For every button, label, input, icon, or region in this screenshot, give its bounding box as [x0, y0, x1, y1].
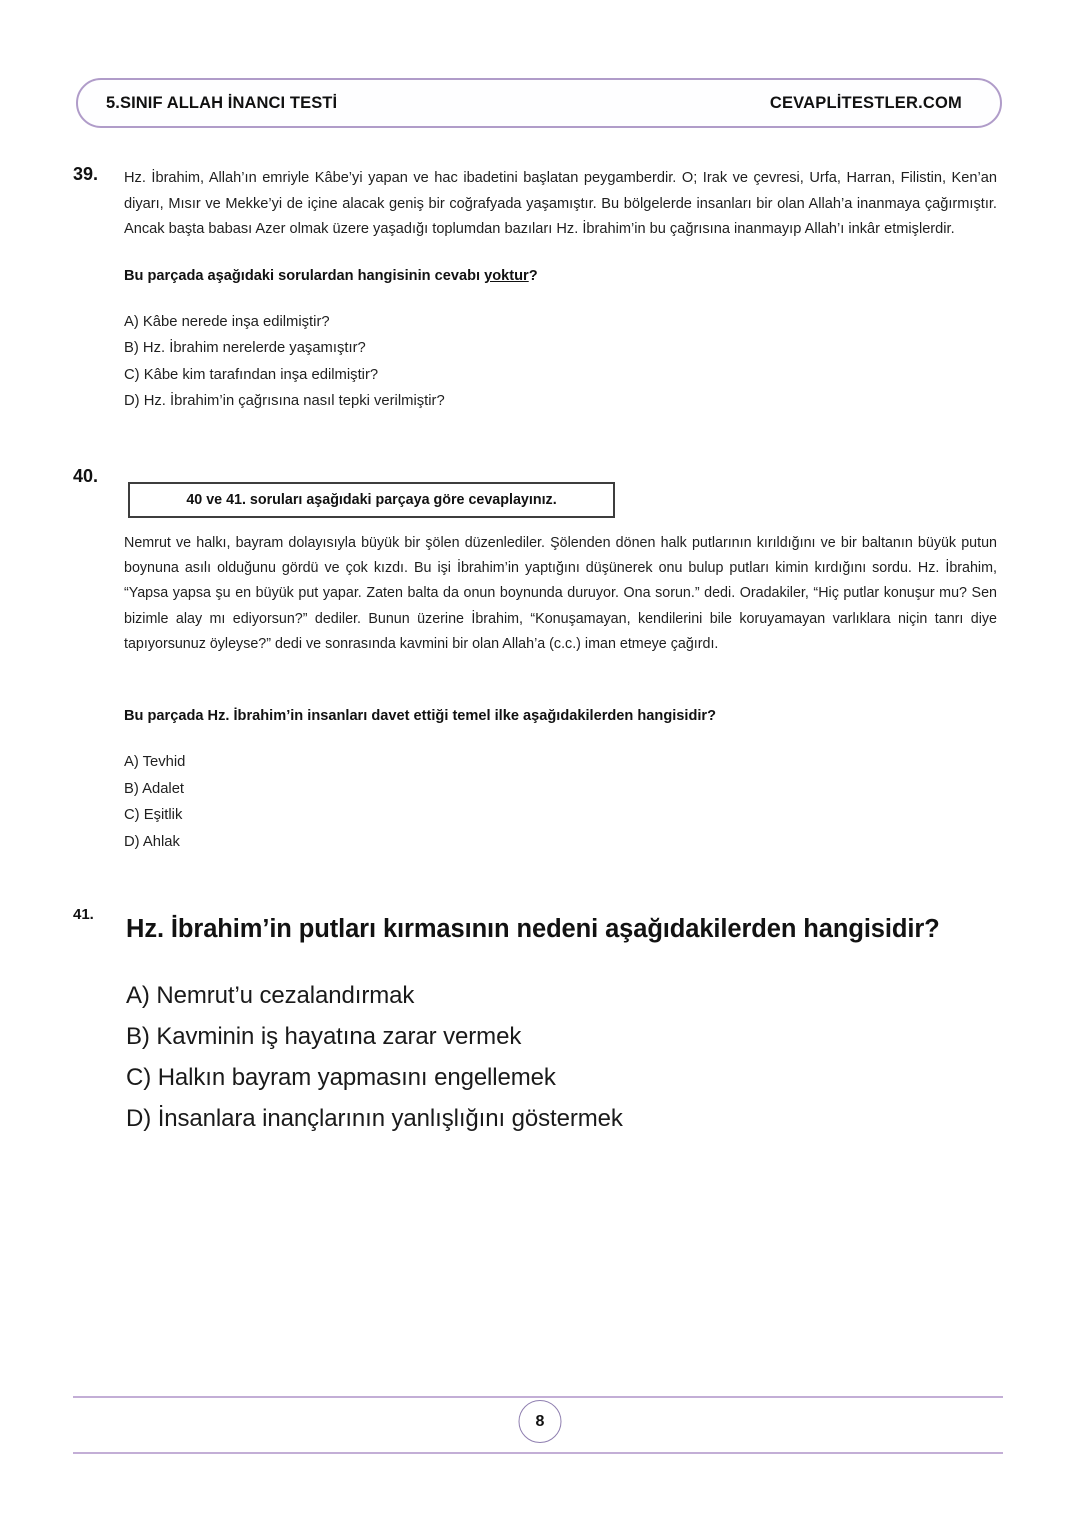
page-number: 8: [535, 1412, 545, 1430]
question-41-options: [126, 975, 623, 1139]
question-39-options: [124, 309, 997, 415]
footer-divider-top: [73, 1396, 1003, 1398]
question-39-stem: [124, 265, 997, 287]
question-40-stem: Bu parçada Hz. İbrahim’in insanları davet ettiği temel ilke aşağıdakilerden hangisidir?: [124, 708, 717, 725]
footer-divider-bottom: [73, 1452, 1003, 1454]
question-40-block: [124, 531, 997, 855]
option-b[interactable]: B) Adalet: [124, 780, 185, 797]
page-number-badge: [519, 1400, 562, 1443]
option-b[interactable]: B) Kavminin iş hayatına zarar vermek: [126, 1023, 522, 1050]
option-c[interactable]: C) Eşitlik: [124, 807, 183, 824]
question-40-passage: Nemrut ve halkı, bayram dolayısıyla büyük bir şölen düzenlediler. Şölenden dönen halk putlarının kırıldığını ve bir baltanın büyük putun boynuna asılı olduğunu gördü ve çok kızdı. Bu işi İbrahim’in yaptığını düşünerek onu bulup putları kimin kırdığını sordu. Hz. İbrahim, “Yapsa yapsa şu en büyük put yapar. Zaten balta da onun boynunda duruyor. Ona sorun.” dedi. Oradakiler, “Hiç putlar konuşur mu? Sen bizimle alay mı ediyorsun?” dediler. Bunun üzerine İbrahim, “Konuşamayan, kendilerini bile koruyamayan varlıklara niçin tanrı diye tapıyorsunuz öyleyse?” dedi ve sonrasında kavmini bir olan Allah’a (c.c.) iman etmeye çağırdı.: [124, 535, 997, 652]
test-title: 5.SINIF ALLAH İNANCI TESTİ: [106, 93, 338, 112]
option-d[interactable]: D) İnsanlara inançlarının yanlışlığını göstermek: [126, 1105, 623, 1132]
question-39-stem-before: Bu parçada aşağıdaki sorulardan hangisinin cevabı: [124, 267, 485, 284]
question-number-39: 39.: [73, 164, 99, 184]
page-header: [76, 78, 1002, 128]
question-39-passage: Hz. İbrahim, Allah’ın emriyle Kâbe’yi yapan ve hac ibadetini başlatan peygamberdir. O; Irak ve çevresi, Urfa, Harran, Filistin, Ken’an diyarı, Mısır ve Mekke’yi de içine alacak geniş bir coğrafyada yaşamıştır. Bu bölgelerde insanları bir olan Allah’a inanmaya çağırmıştır. Ancak başta babası Azer olmak üzere yaşadığı toplumdan bazıları Hz. İbrahim’in bu çağrısına inanmayıp Allah’ı inkâr etmişlerdir.: [124, 170, 997, 238]
question-number-40: 40.: [73, 466, 99, 486]
direction-box-40-41: [128, 482, 615, 518]
direction-text: 40 ve 41. soruları aşağıdaki parçaya göre cevaplayınız.: [186, 492, 557, 508]
question-39-block: [124, 166, 997, 415]
option-c[interactable]: C) Kâbe kim tarafından inşa edilmiştir?: [124, 366, 379, 383]
option-c[interactable]: C) Halkın bayram yapmasını engellemek: [126, 1064, 556, 1091]
site-watermark: CEVAPLİTESTLER.COM: [769, 93, 962, 112]
option-a[interactable]: A) Nemrut’u cezalandırmak: [126, 982, 415, 1009]
question-39-stem-after: ?: [528, 267, 538, 284]
option-d[interactable]: D) Ahlak: [124, 833, 180, 850]
question-number-41: 41.: [73, 906, 94, 923]
option-a[interactable]: A) Kâbe nerede inşa edilmiştir?: [124, 313, 330, 330]
option-b[interactable]: B) Hz. İbrahim nerelerde yaşamıştır?: [124, 340, 366, 357]
question-40-options: [124, 749, 997, 855]
option-d[interactable]: D) Hz. İbrahim’in çağrısına nasıl tepki verilmiştir?: [124, 393, 445, 410]
option-a[interactable]: A) Tevhid: [124, 754, 186, 771]
question-39-stem-underlined: yoktur: [484, 267, 529, 284]
question-41-stem: Hz. İbrahim’in putları kırmasının nedeni aşağıdakilerden hangisidir?: [126, 915, 940, 943]
